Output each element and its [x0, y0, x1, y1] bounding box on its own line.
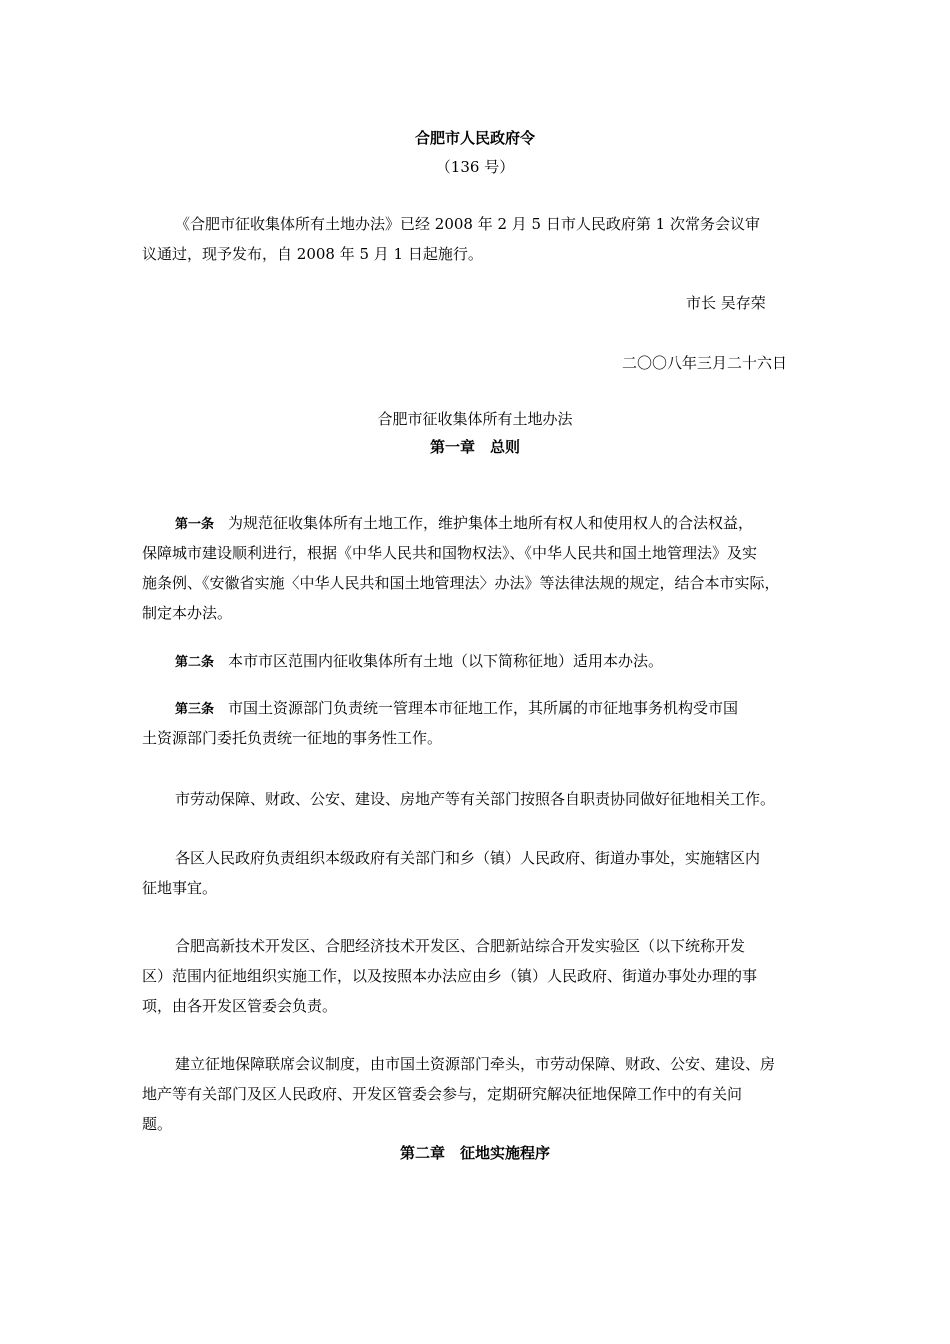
paragraph-district-line-2: 征地事宜。 — [142, 879, 218, 897]
article-1-line-2: 保障城市建设顺利进行，根据《中华人民共和国物权法》、《中华人民共和国土地管理法》及实 — [142, 544, 758, 562]
chapter-1-heading: 第一章 总则 — [429, 438, 520, 456]
order-title: 合肥市人民政府令 — [414, 129, 535, 147]
article-3-line-2: 土资源部门委托负责统一征地的事务性工作。 — [142, 729, 443, 747]
paragraph-meeting-line-1: 建立征地保障联席会议制度，由市国土资源部门牵头，市劳动保障、财政、公安、建设、房 — [175, 1055, 776, 1073]
paragraph-devzone-line-3: 项，由各开发区管委会负责。 — [142, 997, 338, 1015]
chapter-2-heading: 第二章 征地实施程序 — [399, 1144, 550, 1162]
article-2-label: 第二条 — [175, 655, 215, 670]
article-1-text: 为规范征收集体所有土地工作，维护集体土地所有权人和使用权人的合法权益， — [228, 514, 754, 532]
article-3-line-1 — [175, 698, 738, 720]
paragraph-meeting-line-3: 题。 — [142, 1115, 173, 1133]
regulation-title: 合肥市征收集体所有土地办法 — [377, 410, 573, 428]
article-2-line-1 — [175, 651, 663, 673]
order-number: （136 号） — [435, 158, 515, 176]
paragraph-labor: 市劳动保障、财政、公安、建设、房地产等有关部门按照各自职责协同做好征地相关工作。 — [175, 790, 776, 808]
order-intro-line-2: 议通过，现予发布，自 2008 年 5 月 1 日起施行。 — [142, 245, 483, 263]
paragraph-district-line-1: 各区人民政府负责组织本级政府有关部门和乡（镇）人民政府、街道办事处，实施辖区内 — [175, 849, 761, 867]
article-2-text: 本市市区范围内征收集体所有土地（以下简称征地）适用本办法。 — [228, 652, 664, 670]
article-3-label: 第三条 — [175, 702, 215, 717]
article-1-line-3: 施条例、《安徽省实施〈中华人民共和国土地管理法〉办法》等法律法规的规定，结合本市实际， — [142, 574, 780, 592]
paragraph-devzone-line-2: 区）范围内征地组织实施工作，以及按照本办法应由乡（镇）人民政府、街道办事处办理的事 — [142, 967, 758, 985]
article-1-line-4: 制定本办法。 — [142, 604, 233, 622]
article-1-line-1 — [175, 513, 753, 535]
paragraph-devzone-line-1: 合肥高新技术开发区、合肥经济技术开发区、合肥新站综合开发实验区（以下统称开发 — [175, 937, 746, 955]
paragraph-meeting-line-2: 地产等有关部门及区人民政府、开发区管委会参与，定期研究解决征地保障工作中的有关问 — [142, 1085, 743, 1103]
signature: 市长 吴存荣 — [686, 294, 766, 312]
order-intro-line-1: 《合肥市征收集体所有土地办法》已经 2008 年 2 月 5 日市人民政府第 1 次常务会议审 — [175, 215, 760, 233]
article-1-label: 第一条 — [175, 517, 215, 532]
order-date: 二〇〇八年三月二十六日 — [622, 354, 788, 372]
article-3-text: 市国土资源部门负责统一管理本市征地工作，其所属的市征地事务机构受市国 — [228, 699, 739, 717]
